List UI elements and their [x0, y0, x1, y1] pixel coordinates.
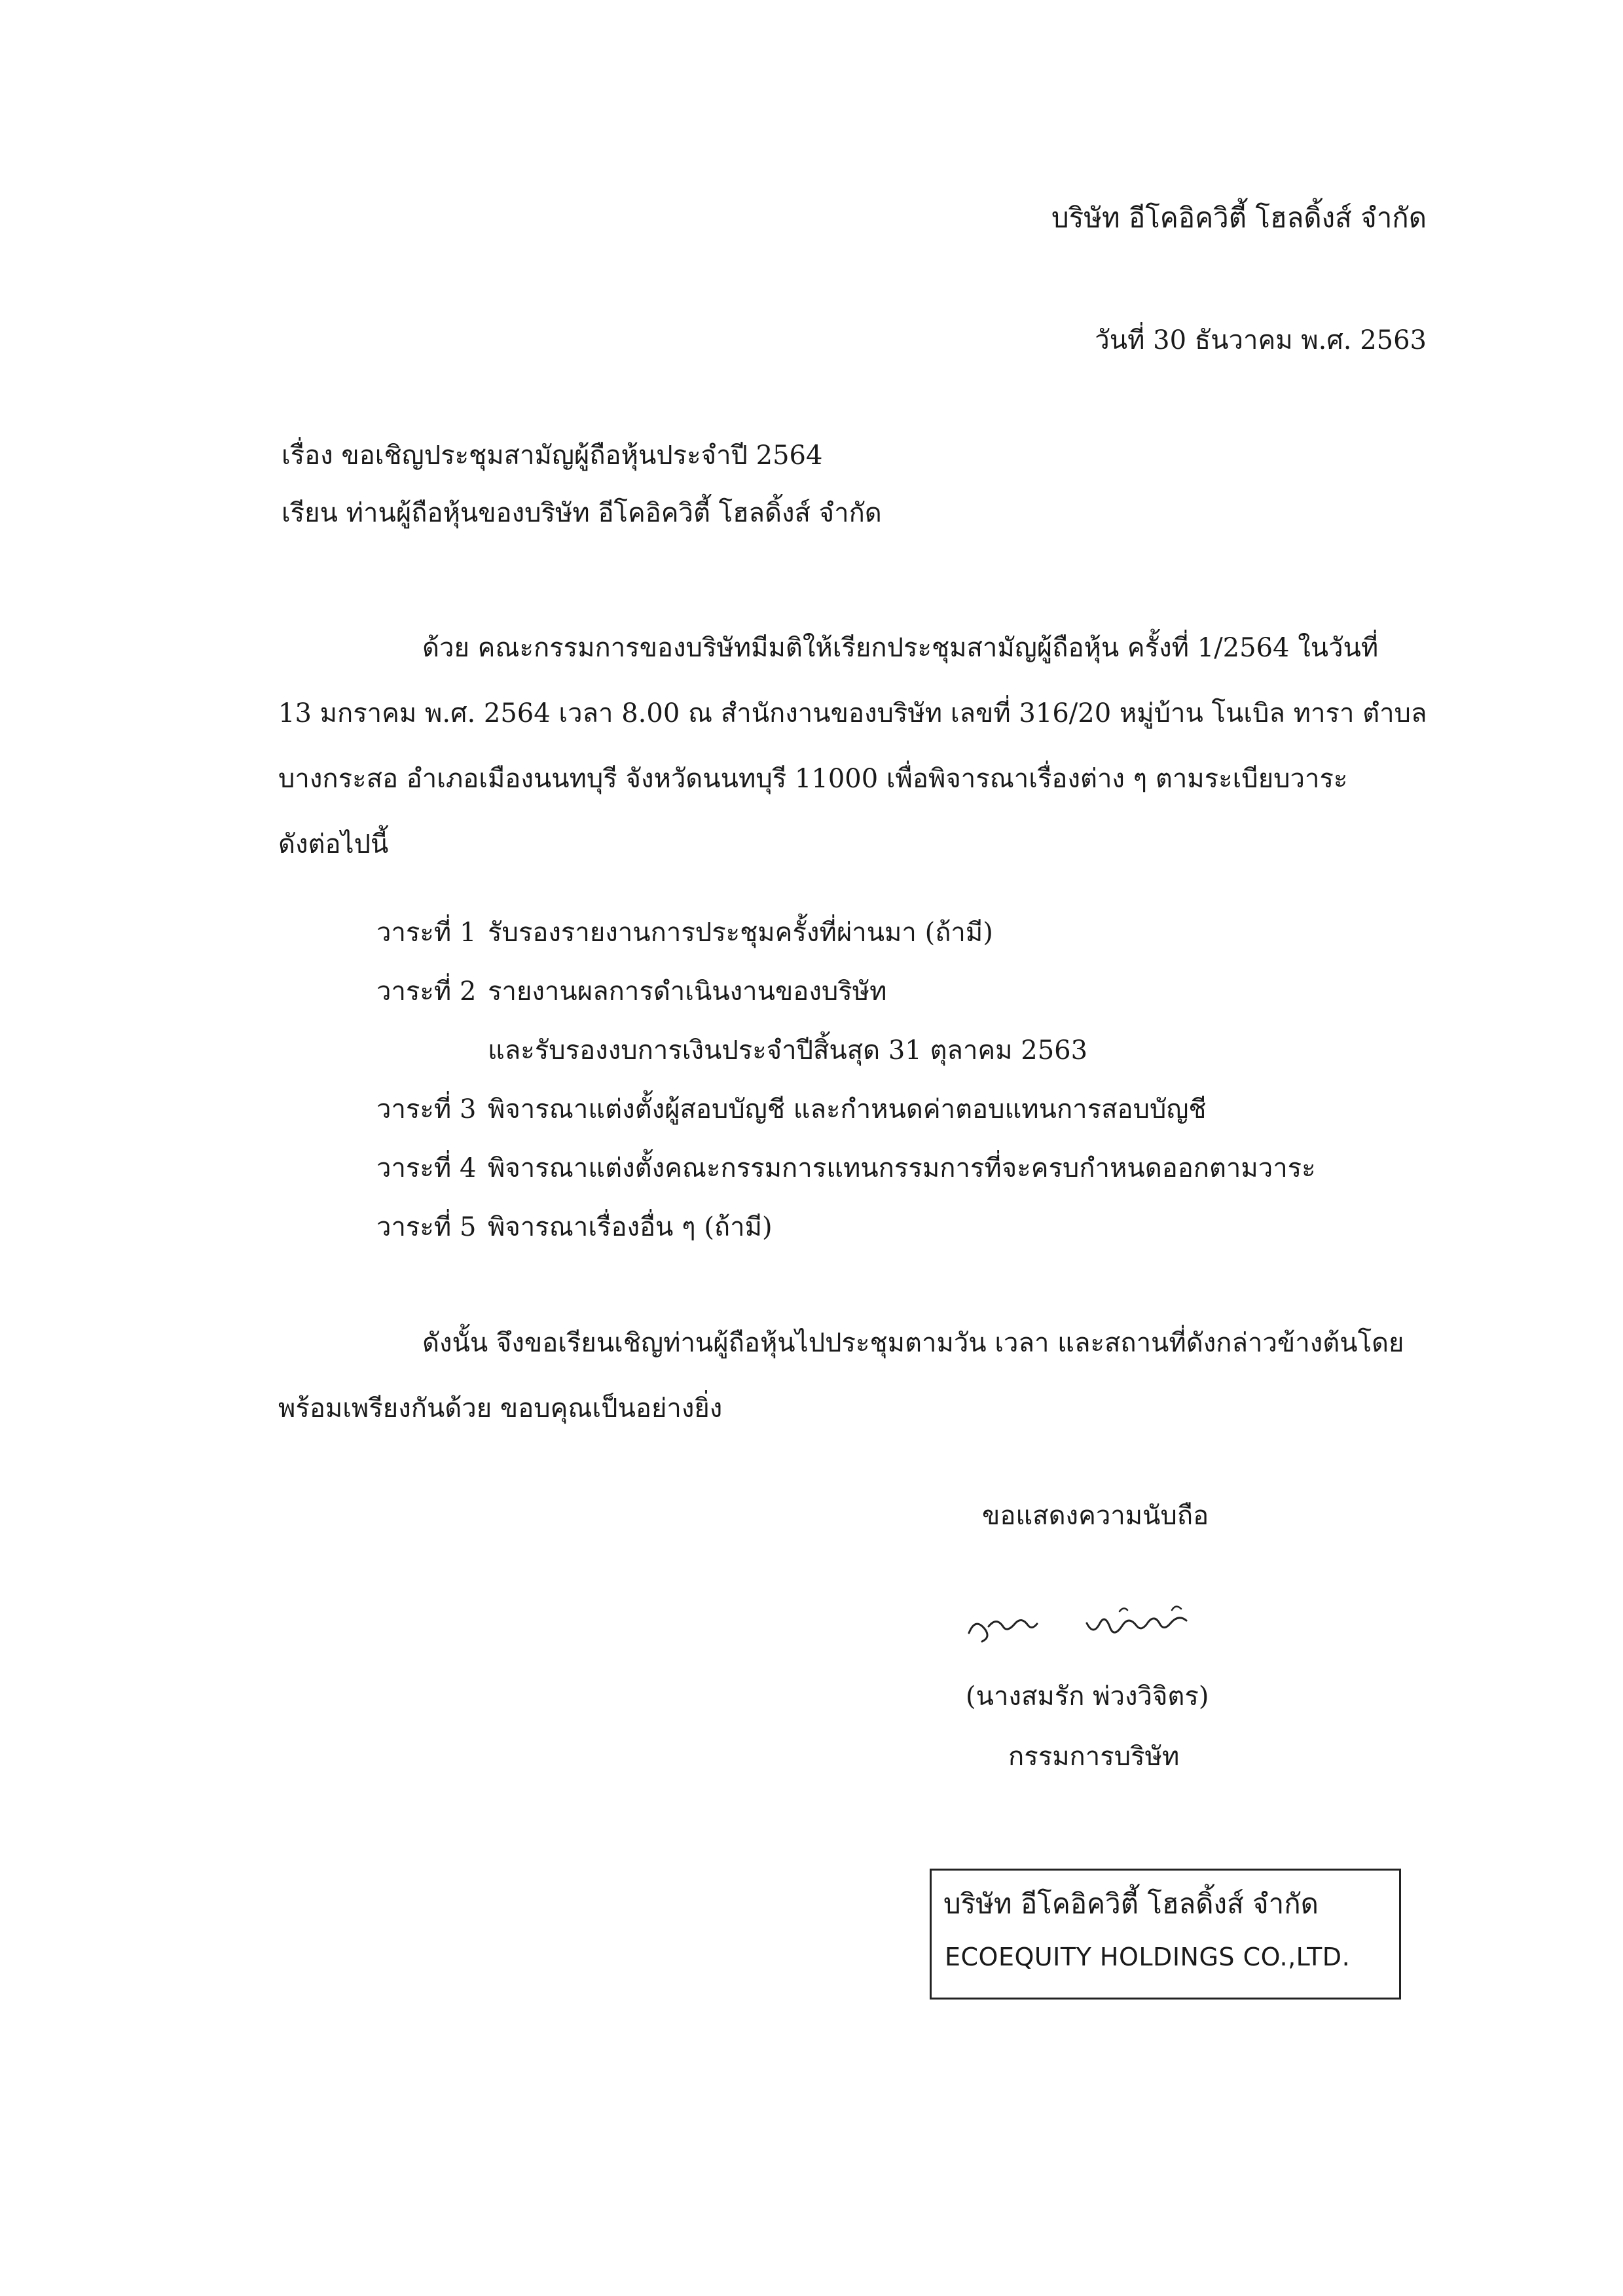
agenda-text: พิจารณาแต่งตั้งผู้สอบบัญชี และกำหนดค่าตอบแทนการสอบบัญชี [488, 1094, 1207, 1124]
agenda-text: พิจารณาแต่งตั้งคณะกรรมการแทนกรรมการที่จะครบกำหนดออกตามวาระ [488, 1153, 1316, 1183]
subject-line: เรื่อง ขอเชิญประชุมสามัญผู้ถือหุ้นประจำปี 2564 [282, 440, 823, 471]
company-name-header: บริษัท อีโคอิควิตี้ โฮลดิ้งส์ จำกัด [1051, 202, 1427, 234]
agenda-label: วาระที่ 5 [376, 1212, 477, 1242]
intro-line-4: ดังต่อไปนี้ [278, 829, 389, 859]
signer-name: (นางสมรัก พ่วงวิจิตร) [966, 1681, 1209, 1712]
agenda-label: วาระที่ 3 [376, 1094, 477, 1124]
stamp-thai-name: บริษัท อีโคอิควิตี้ โฮลดิ้งส์ จำกัด [943, 1888, 1319, 1920]
handwritten-signature [956, 1597, 1231, 1656]
closing-paragraph [278, 1310, 1431, 1441]
closing-line-2: พร้อมเพรียงกันด้วย ขอบคุณเป็นอย่างยิ่ง [278, 1393, 723, 1424]
agenda-text: รายงานผลการดำเนินงานของบริษัท [488, 977, 887, 1007]
agenda-item-2-continuation: และรับรองงบการเงินประจำปีสิ้นสุด 31 ตุลาคม 2563 [488, 1035, 1088, 1066]
agenda-label: วาระที่ 4 [376, 1153, 477, 1183]
agenda-item-3 [376, 1080, 1316, 1139]
intro-line-3: บางกระสอ อำเภอเมืองนนทบุรี จังหวัดนนทบุรี 11000 เพื่อพิจารณาเรื่องต่าง ๆ ตามระเบียบวาระ [278, 764, 1348, 794]
sign-off-closing: ขอแสดงความนับถือ [982, 1501, 1209, 1531]
agenda-text: พิจารณาเรื่องอื่น ๆ (ถ้ามี) [488, 1212, 773, 1242]
agenda-item-4 [376, 1139, 1316, 1198]
agenda-item-2 [376, 962, 1316, 1021]
closing-line-1: ดังนั้น จึงขอเรียนเชิญท่านผู้ถือหุ้นไปประชุมตามวัน เวลา และสถานที่ดังกล่าวข้างต้นโดย [422, 1328, 1404, 1358]
agenda-item-5 [376, 1198, 1316, 1257]
letter-date: วันที่ 30 ธันวาคม พ.ศ. 2563 [1095, 325, 1427, 355]
intro-line-1: ด้วย คณะกรรมการของบริษัทมีมติให้เรียกประชุมสามัญผู้ถือหุ้น ครั้งที่ 1/2564 ในวันที่ [422, 633, 1379, 663]
stamp-english-name: ECOEQUITY HOLDINGS CO.,LTD. [945, 1943, 1351, 1971]
intro-line-2: 13 มกราคม พ.ศ. 2564 เวลา 8.00 ณ สำนักงานของบริษัท เลขที่ 316/20 หมู่บ้าน โนเบิล ทารา ตำบล [278, 698, 1427, 728]
agenda-label: วาระที่ 1 [376, 918, 477, 948]
salutation-line: เรียน ท่านผู้ถือหุ้นของบริษัท อีโคอิควิตี้ โฮลดิ้งส์ จำกัด [282, 498, 882, 528]
company-stamp [930, 1869, 1401, 2000]
agenda-list [376, 903, 1316, 1257]
agenda-text: รับรองรายงานการประชุมครั้งที่ผ่านมา (ถ้ามี) [488, 918, 993, 948]
agenda-item-1 [376, 903, 1316, 962]
intro-paragraph [278, 615, 1431, 877]
agenda-label: วาระที่ 2 [376, 977, 477, 1007]
signer-title: กรรมการบริษัท [1008, 1742, 1180, 1772]
